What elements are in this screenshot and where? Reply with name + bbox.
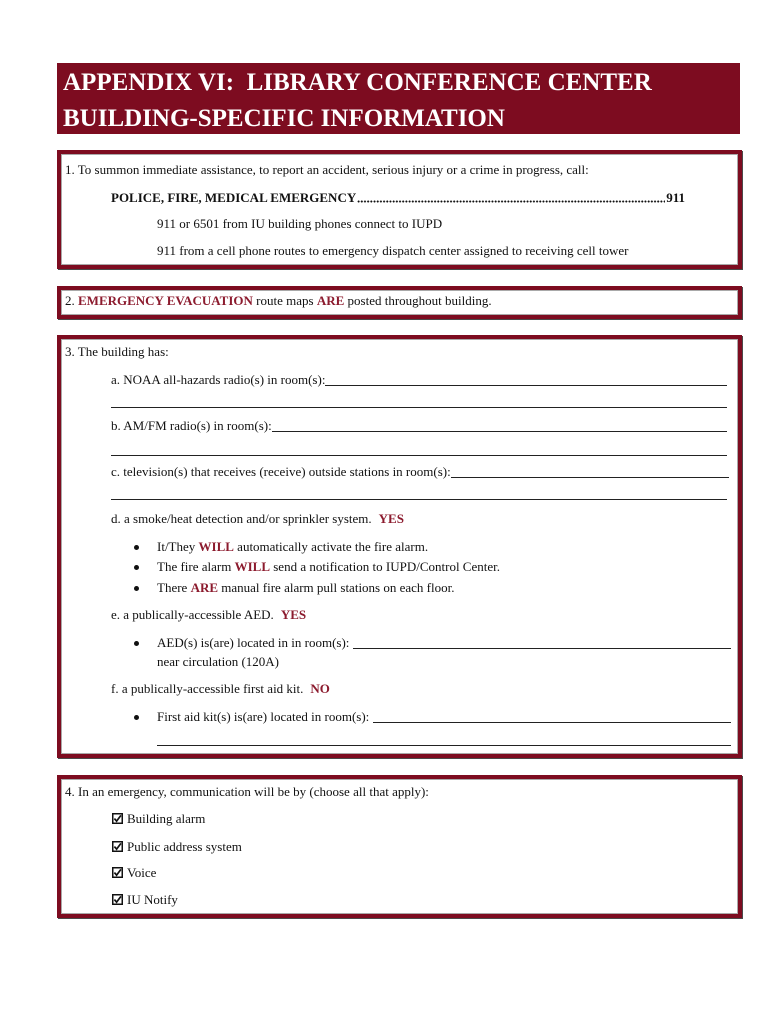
detection-system-label: d. a smoke/heat detection and/or sprinkler system. bbox=[111, 511, 372, 526]
aed-line bbox=[111, 606, 306, 624]
amfm-radio-label: b. AM/FM radio(s) in room(s): bbox=[111, 418, 272, 433]
television-room-field-line-2[interactable] bbox=[111, 485, 727, 500]
first-aid-answer: NO bbox=[310, 681, 330, 696]
bullet-emphasis: WILL bbox=[234, 559, 270, 574]
campus-phone-note: 911 or 6501 from IU building phones connect to IUPD bbox=[157, 216, 443, 231]
detection-system-line bbox=[111, 510, 404, 528]
bullet-text: send a notification to IUPD/Control Center. bbox=[270, 559, 500, 574]
bullet-marker bbox=[134, 545, 139, 550]
section-communication bbox=[57, 775, 742, 918]
amfm-radio-line bbox=[111, 417, 727, 435]
aed-room-field[interactable] bbox=[353, 634, 731, 649]
bullet-text: automatically activate the fire alarm. bbox=[233, 539, 429, 554]
evacuation-prefix: 2. bbox=[65, 293, 78, 308]
noaa-radio-line bbox=[111, 371, 727, 389]
first-aid-room-field-line-2[interactable] bbox=[157, 731, 731, 746]
checkbox-checked-icon[interactable] bbox=[112, 867, 123, 878]
aed-location-line bbox=[133, 634, 731, 652]
section-emergency-assistance bbox=[57, 150, 742, 269]
aed-label: e. a publically-accessible AED. bbox=[111, 607, 274, 622]
detection-bullet-1 bbox=[133, 538, 428, 556]
dotted-leader bbox=[357, 189, 665, 207]
appendix-title-banner bbox=[57, 63, 740, 134]
bullet-marker bbox=[134, 641, 139, 646]
section-3-intro: 3. The building has: bbox=[65, 344, 169, 359]
option-label: Voice bbox=[127, 865, 157, 880]
television-line bbox=[111, 463, 729, 481]
bullet-text: There bbox=[157, 580, 191, 595]
option-label: Building alarm bbox=[127, 811, 206, 826]
option-building-alarm bbox=[112, 810, 205, 828]
checkbox-checked-icon[interactable] bbox=[112, 813, 123, 824]
noaa-radio-continuation bbox=[111, 393, 727, 411]
aed-location-value: near circulation (120A) bbox=[157, 654, 280, 669]
bullet-text: It/They bbox=[157, 539, 199, 554]
appendix-title-line-2: BUILDING-SPECIFIC INFORMATION bbox=[63, 105, 505, 132]
evacuation-are-emphasis: ARE bbox=[316, 293, 345, 308]
aed-answer: YES bbox=[280, 607, 307, 622]
television-room-field[interactable] bbox=[451, 463, 729, 478]
cell-phone-note: 911 from a cell phone routes to emergency dispatch center assigned to receiving cell tower bbox=[157, 243, 629, 258]
option-label: Public address system bbox=[127, 839, 242, 854]
first-aid-location-line bbox=[133, 708, 731, 726]
bullet-marker bbox=[134, 586, 139, 591]
bullet-marker bbox=[134, 715, 139, 720]
evacuation-emphasis: EMERGENCY EVACUATION bbox=[78, 293, 253, 308]
evacuation-middle: route maps bbox=[252, 293, 317, 308]
noaa-radio-room-field-line-2[interactable] bbox=[111, 393, 727, 408]
noaa-radio-label: a. NOAA all-hazards radio(s) in room(s): bbox=[111, 372, 326, 387]
amfm-radio-room-field[interactable] bbox=[272, 417, 727, 432]
first-aid-room-field[interactable] bbox=[373, 708, 731, 723]
checkbox-checked-icon[interactable] bbox=[112, 841, 123, 852]
amfm-radio-room-field-line-2[interactable] bbox=[111, 441, 727, 456]
noaa-radio-room-field[interactable] bbox=[325, 371, 727, 386]
detection-bullet-3 bbox=[133, 579, 454, 597]
section-evacuation bbox=[57, 286, 742, 319]
aed-location-label: AED(s) is(are) located in in room(s): bbox=[157, 635, 350, 650]
television-label: c. television(s) that receives (receive) outside stations in room(s): bbox=[111, 464, 451, 479]
emergency-number-line bbox=[111, 189, 685, 207]
bullet-text: manual fire alarm pull stations on each floor. bbox=[218, 580, 455, 595]
evacuation-statement bbox=[65, 292, 492, 310]
detection-bullet-2 bbox=[133, 558, 500, 576]
first-aid-label: f. a publically-accessible first aid kit. bbox=[111, 681, 304, 696]
option-label: IU Notify bbox=[127, 892, 178, 907]
detection-system-answer: YES bbox=[378, 511, 404, 526]
bullet-text: The fire alarm bbox=[157, 559, 235, 574]
option-iu-notify bbox=[112, 891, 178, 909]
option-public-address-system bbox=[112, 838, 242, 856]
first-aid-line bbox=[111, 680, 330, 698]
bullet-emphasis: ARE bbox=[190, 580, 219, 595]
section-1-intro: 1. To summon immediate assistance, to report an accident, serious injury or a crime in progress, call: bbox=[65, 162, 589, 177]
emergency-number: 911 bbox=[666, 190, 685, 205]
bullet-emphasis: WILL bbox=[198, 539, 234, 554]
television-continuation bbox=[111, 485, 727, 503]
evacuation-suffix: posted throughout building. bbox=[344, 293, 492, 308]
bullet-marker bbox=[134, 565, 139, 570]
option-voice bbox=[112, 864, 156, 882]
section-building-equipment bbox=[57, 335, 742, 758]
first-aid-location-continuation bbox=[157, 731, 731, 749]
appendix-title-line-1: APPENDIX VI: LIBRARY CONFERENCE CENTER bbox=[63, 69, 652, 96]
first-aid-location-label: First aid kit(s) is(are) located in room(s): bbox=[157, 709, 370, 724]
emergency-services-label: POLICE, FIRE, MEDICAL EMERGENCY bbox=[111, 190, 357, 205]
checkbox-checked-icon[interactable] bbox=[112, 894, 123, 905]
section-4-intro: 4. In an emergency, communication will be by (choose all that apply): bbox=[65, 784, 429, 799]
amfm-radio-continuation bbox=[111, 441, 727, 459]
